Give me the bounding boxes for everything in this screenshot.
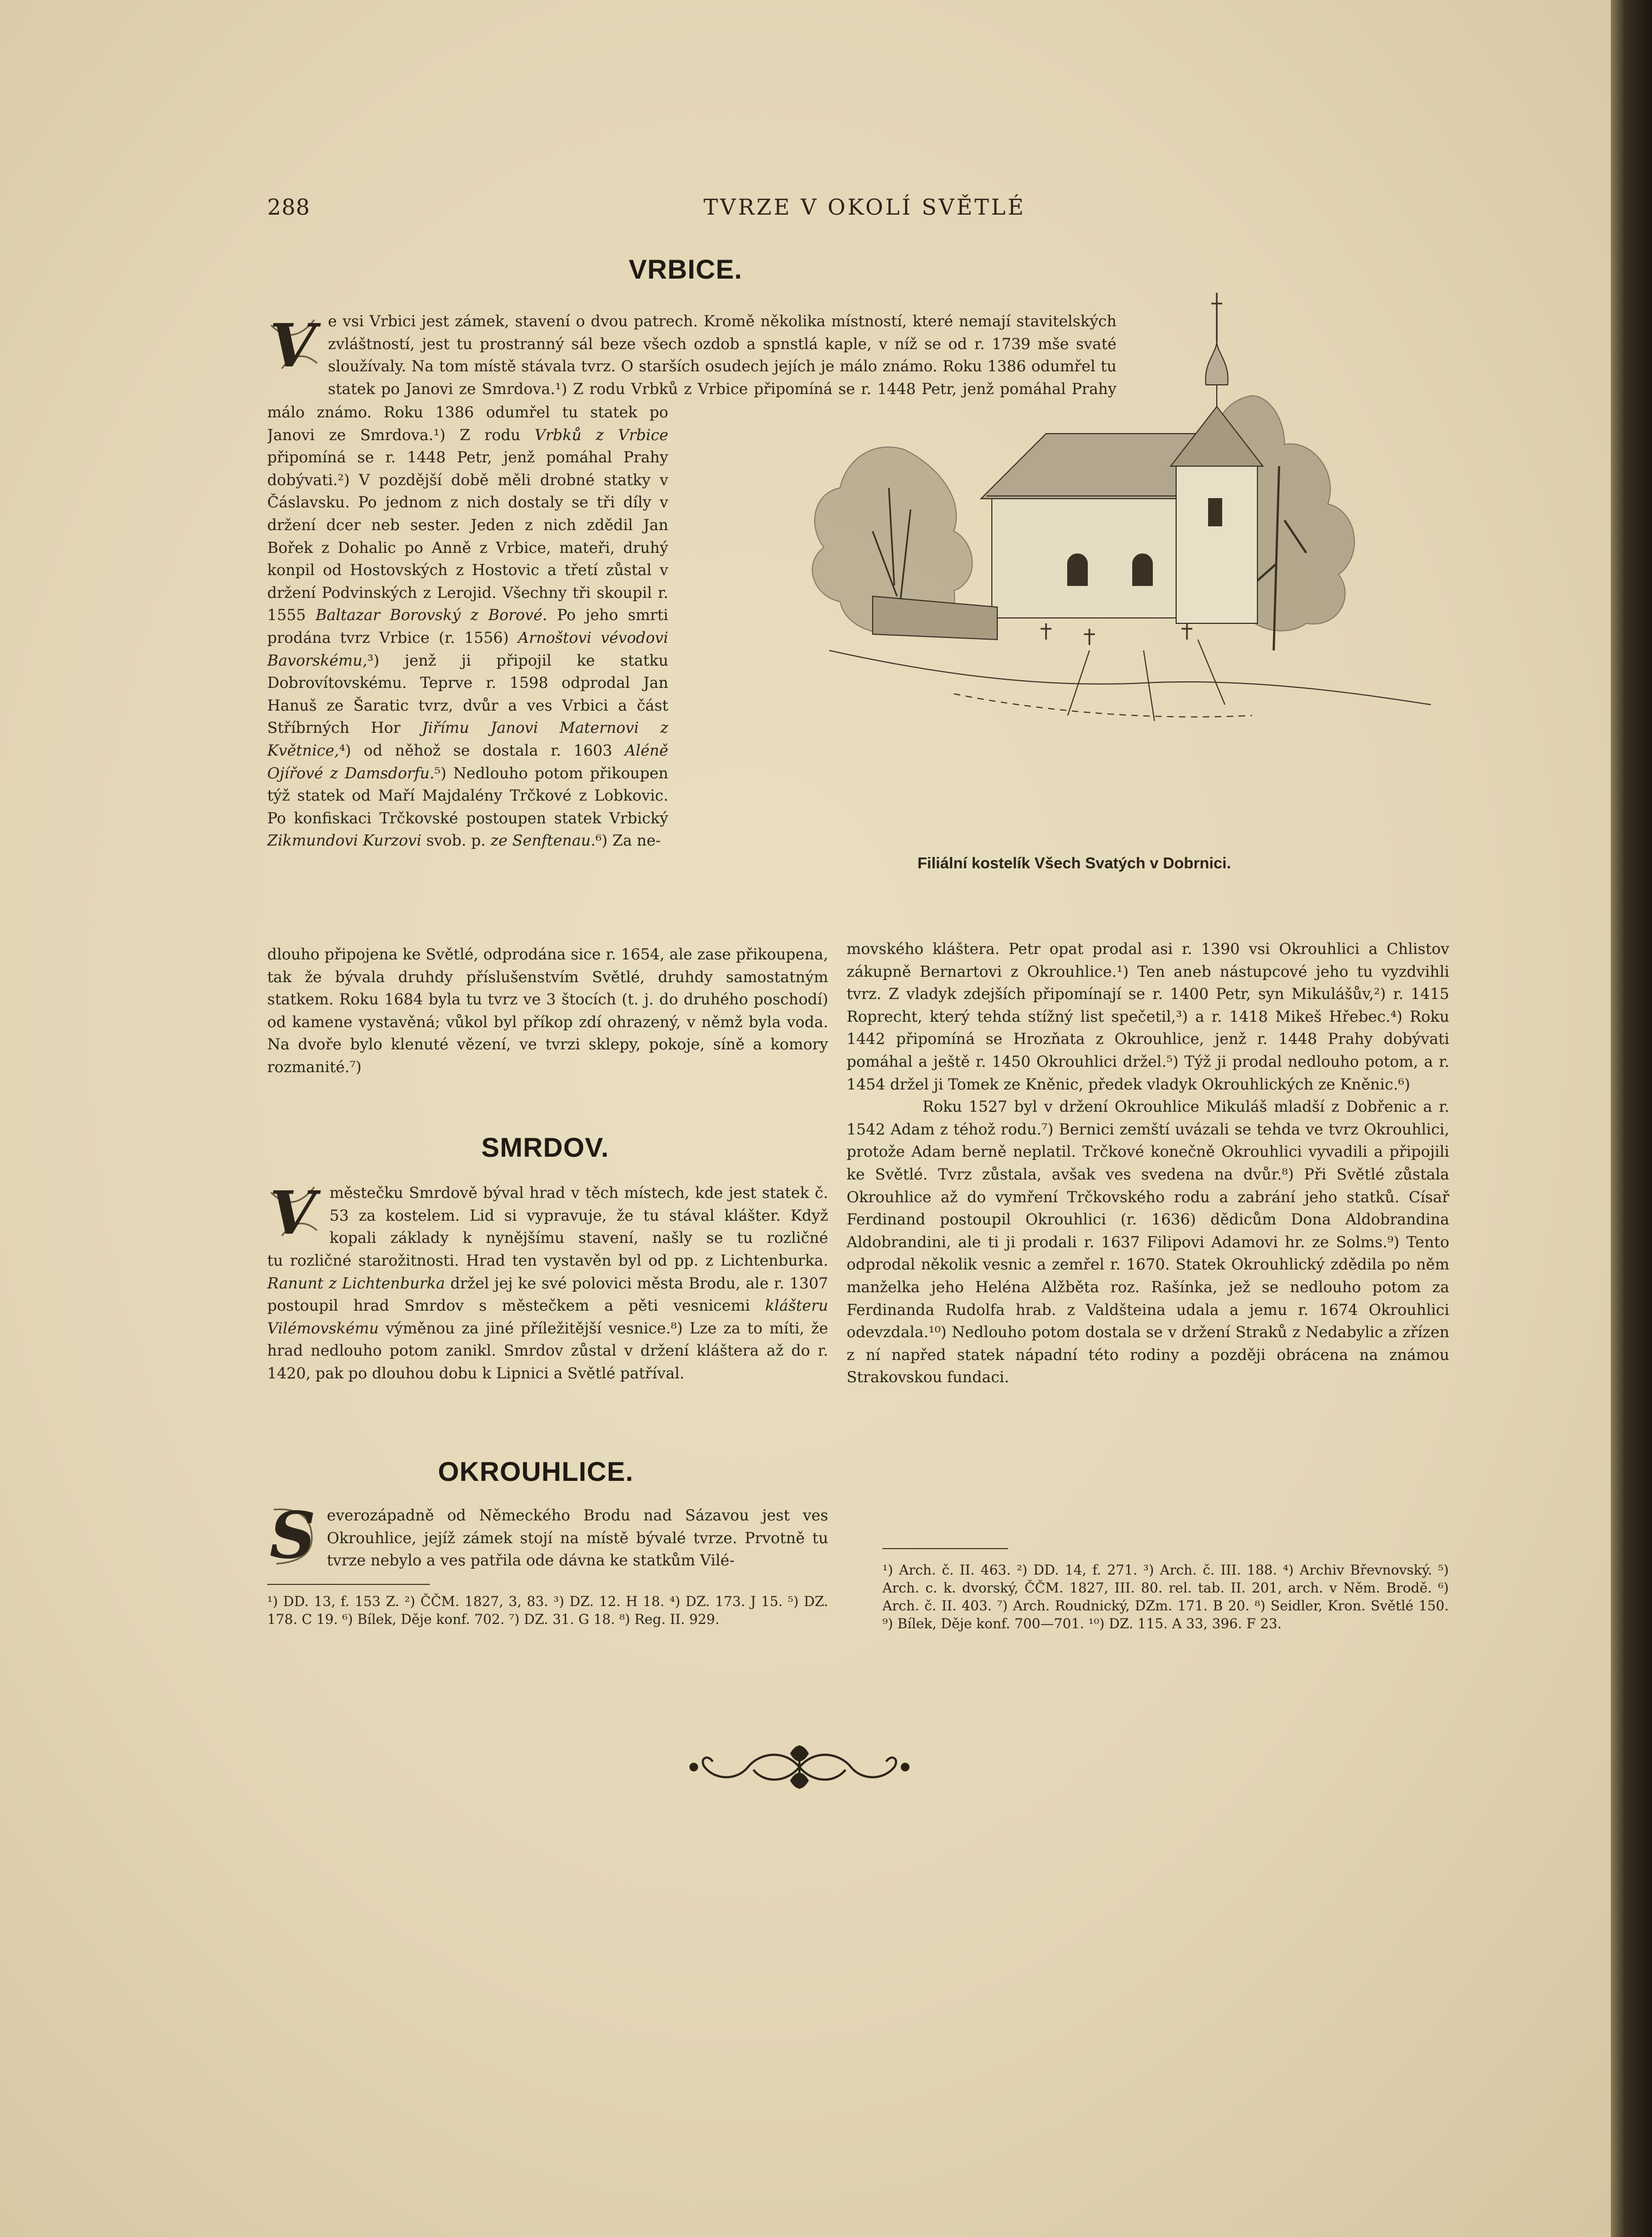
smrdov-text-rest: tu rozličné starožitnosti. Hrad ten vystavěn byl od pp. z Lichtenburka. Ranunt z Lichtenburka držel jej ke své polovici města Brodu, ale r. 1307 postoupil hrad Smrdov s městečkem a pěti vesnicemi klášteru Vilémovskému výměnou za jiné příležitější vesnice.⁸) Lze za to míti, že hrad nedlouho potom zanikl. Smrdov zůstal v držení kláštera až do r. 1420, pak po dlouhou dobu k Lipnici a Světlé patříval. [267,1252,828,1382]
vrbice-text-block-fullwidth [267,378,1117,401]
vrbice-text-block-bottom [267,943,828,1079]
footnotes-right [882,1561,1449,1633]
footnote-rule-right [882,1548,1008,1549]
footnote-rule-left [267,1584,430,1585]
section-title-okrouhlice: OKROUHLICE. [438,1456,634,1487]
vrbice-text-block-narrow [267,401,668,943]
smrdov-text-indented [330,1182,828,1249]
drop-cap-s-okrouhlice [266,1498,320,1573]
section-title-smrdov: SMRDOV. [481,1132,609,1163]
okrouhlice-text-p3: Roku 1527 byl v držení Okrouhlice Mikuláš mladší z Dobřenic a r. 1542 Adam z téhož rodu.⁷) Bernici zemští uvázali se tehda ve tvrz Okrouhlici, protože Adam berně neplatil. Trčkové konečně Okrouhlici vyvadili a připojili ke Světlé. Tvrz zůstala, avšak ves svedena na dvůr.⁸) Při Světlé zůstala Okrouhlice až do vymření Trčkovského rodu a zabrání jeho statků. Císař Ferdinand postoupil Okrouhlici (r. 1636) dědicům Dona Aldobrandina Aldobrandini, ale ti ji prodali r. 1637 Filipovi Adamovi hr. ze Solms.⁹) Tento odprodal několik vesnic a zemřel r. 1670. Statek Okrouhlický zdědila po něm manželka jeho Heléna Alžběta roz. Rašínka, jež se nedlouho potom za Ferdinanda Rudolfa hrab. z Valdšteina udala a jemu r. 1674 Okrouhlici odevzdala.¹⁰) Nedlouho potom dostala se v držení Straků z Nedabylic a zřízen z ní napřed statek nápadní této rodiny a později obrácena na známou Strakovskou fundaci. [847,1098,1449,1387]
drop-cap-letter-smrdov: V [269,1178,316,1248]
section-title-vrbice: VRBICE. [629,254,743,285]
vrbice-text-bottom: dlouho připojena ke Světlé, odprodána sice r. 1654, ale zase přikoupena, tak že bývala druhdy příslušenstvím Světlé, druhdy samostatným statkem. Roku 1684 byla tu tvrz ve 3 štocích (t. j. do druhého poschodí) od kamene vystavěná; vůkol byl příkop zdí ohrazený, v němž byla voda. Na dvoře bylo klenuté vězení, ve tvrzi sklepy, pokoje, síně a komory rozmanité.⁷) [267,945,828,1076]
vrbice-text-block-top [328,310,1117,378]
page-number: 288 [267,195,311,220]
figure-caption: Filiální kostelík Všech Svatých v Dobrnici. [917,855,1231,872]
okrouhlice-text-p1: everozápadně od Německého Brodu nad Sázavou jest ves Okrouhlice, jejíž zámek stojí na místě bývalé tvrze. Prvotně tu tvrze nebylo a ves patřila ode dávna ke statkům Vilé- [327,1506,828,1570]
footnotes-left-text: ¹) DD. 13, f. 153 Z. ²) ČČM. 1827, 3, 83. ³) DZ. 12. H 18. ⁴) DZ. 173. J 15. ⁵) DZ. 178. C 19. ⁶) Bílek, Děje konf. 702. ⁷) DZ. 31. G 18. ⁸) Reg. II. 929. [267,1594,828,1627]
drop-cap-letter: V [269,311,316,381]
book-spine [1611,0,1652,2237]
vrbice-text-top: e vsi Vrbici jest zámek, stavení o dvou patrech. Kromě několika místností, které nemají stavitelských zvláštností, jest tu prostranný sál beze všech ozdob a spnstlá kaple, v níž se od r. 1739 mše svaté sloužívaly. Na tom místě stávala tvrz. O starších osudech jejích je málo známo. Roku 1386 odumřel tu [328,312,1117,376]
drop-cap-v-smrdov [266,1178,320,1248]
vrbice-text-line4: statek po Janovi ze Smrdova.¹) Z rodu Vrbků z Vrbice připomíná se r. 1448 Petr, jenž pomáhal Prahy [328,379,1117,398]
footnotes-right-text: ¹) Arch. č. II. 463. ²) DD. 14, f. 271. ³) Arch. č. III. 188. ⁴) Archiv Břevnovský. ⁵) Arch. c. k. dvorský, ČČM. 1827, III. 80. rel. tab. II. 201, arch. v Něm. Brodě. ⁶) Arch. č. II. 403. ⁷) Arch. Roudnický, DZm. 171. B 20. ⁸) Seidler, Kron. Světlé 150. ⁹) Bílek, Děje konf. 700—701. ¹⁰) DZ. 115. A 33, 396. F 23. [882,1562,1449,1632]
smrdov-text-full [267,1249,828,1385]
drop-cap-letter-okrouhlice: S [269,1498,316,1573]
vrbice-text-narrow: málo známo. Roku 1386 odumřel tu statek po Janovi ze Smrdova.¹) Z rodu Vrbků z Vrbice připomíná se r. 1448 Petr, jenž pomáhal Prahy dobývati.²) V pozdější době měli drobné statky v Čáslavsku. Po jednom z nich dostaly se tři díly v držení dcer neb sester. Jeden z nich zdědil Jan Bořek z Dohalic po Anně z Vrbice, mateři, druhý konpil od Hostovských z Hostovic a třetí zůstal v držení Podvinských z Lerojid. Všechny tři skoupil r. 1555 Baltazar Borovský z Borové. Po jeho smrti prodána tvrz Vrbice (r. 1556) Arnoštovi vévodovi Bavorskému,³) jenž ji připojil ke statku Dobrovítovskému. Teprve r. 1598 odprodal Jan Hanuš ze Šaratic tvrz, dvůr a ves Vrbici a část Stříbrných Hor Jiřímu Janovi Maternovi z Květnice,⁴) od něhož se dostala r. 1603 Aléně Ojířové z Damsdorfu.⁵) Nedlouho potom přikoupen týž statek od Maří Majdalény Trčkové z Lobkovic. Po konfiskaci Trčkovské postoupen statek Vrbický Zikmundovi Kurzovi svob. p. ze Senftenau.⁶) Za ne- [267,403,668,850]
okrouhlice-text-left [327,1504,828,1572]
smrdov-text-top: městečku Smrdově býval hrad v těch místech, kde jest statek č. 53 za kostelem. Lid si vypravuje, že tu stával klášter. Když kopali základy k nynějšímu stavení, našly se tu rozličné [330,1184,828,1247]
okrouhlice-text-right [847,938,1449,1389]
decorative-ornament [683,1737,916,1797]
okrouhlice-text-p2: movského kláštera. Petr opat prodal asi r. 1390 vsi Okrouhlici a Chlistov zákupně Bernartovi z Okrouhlice.¹) Ten aneb nástupcové jeho tu vyzdvihli tvrz. Z vladyk zdejších připomínají se r. 1400 Petr, syn Mikulášův,²) r. 1415 Roprecht, který tehda stížný list spečetil,³) a r. 1418 Mikeš Hřebec.⁴) Roku 1442 připomíná se Hrozňata z Okrouhlice, jenž r. 1448 Prahy dobývati pomáhal a ještě r. 1450 Okrouhlici držel.⁵) Týž ji prodal nedlouho potom, a r. 1454 držel ji Tomek ze Kněnic, předek vladyk Okrouhlických ze Kněnic.⁶) [847,940,1449,1093]
drop-cap-v-vrbice [266,311,320,381]
running-title: TVRZE V OKOLÍ SVĚTLÉ [704,195,1026,220]
footnotes-left [267,1593,828,1628]
